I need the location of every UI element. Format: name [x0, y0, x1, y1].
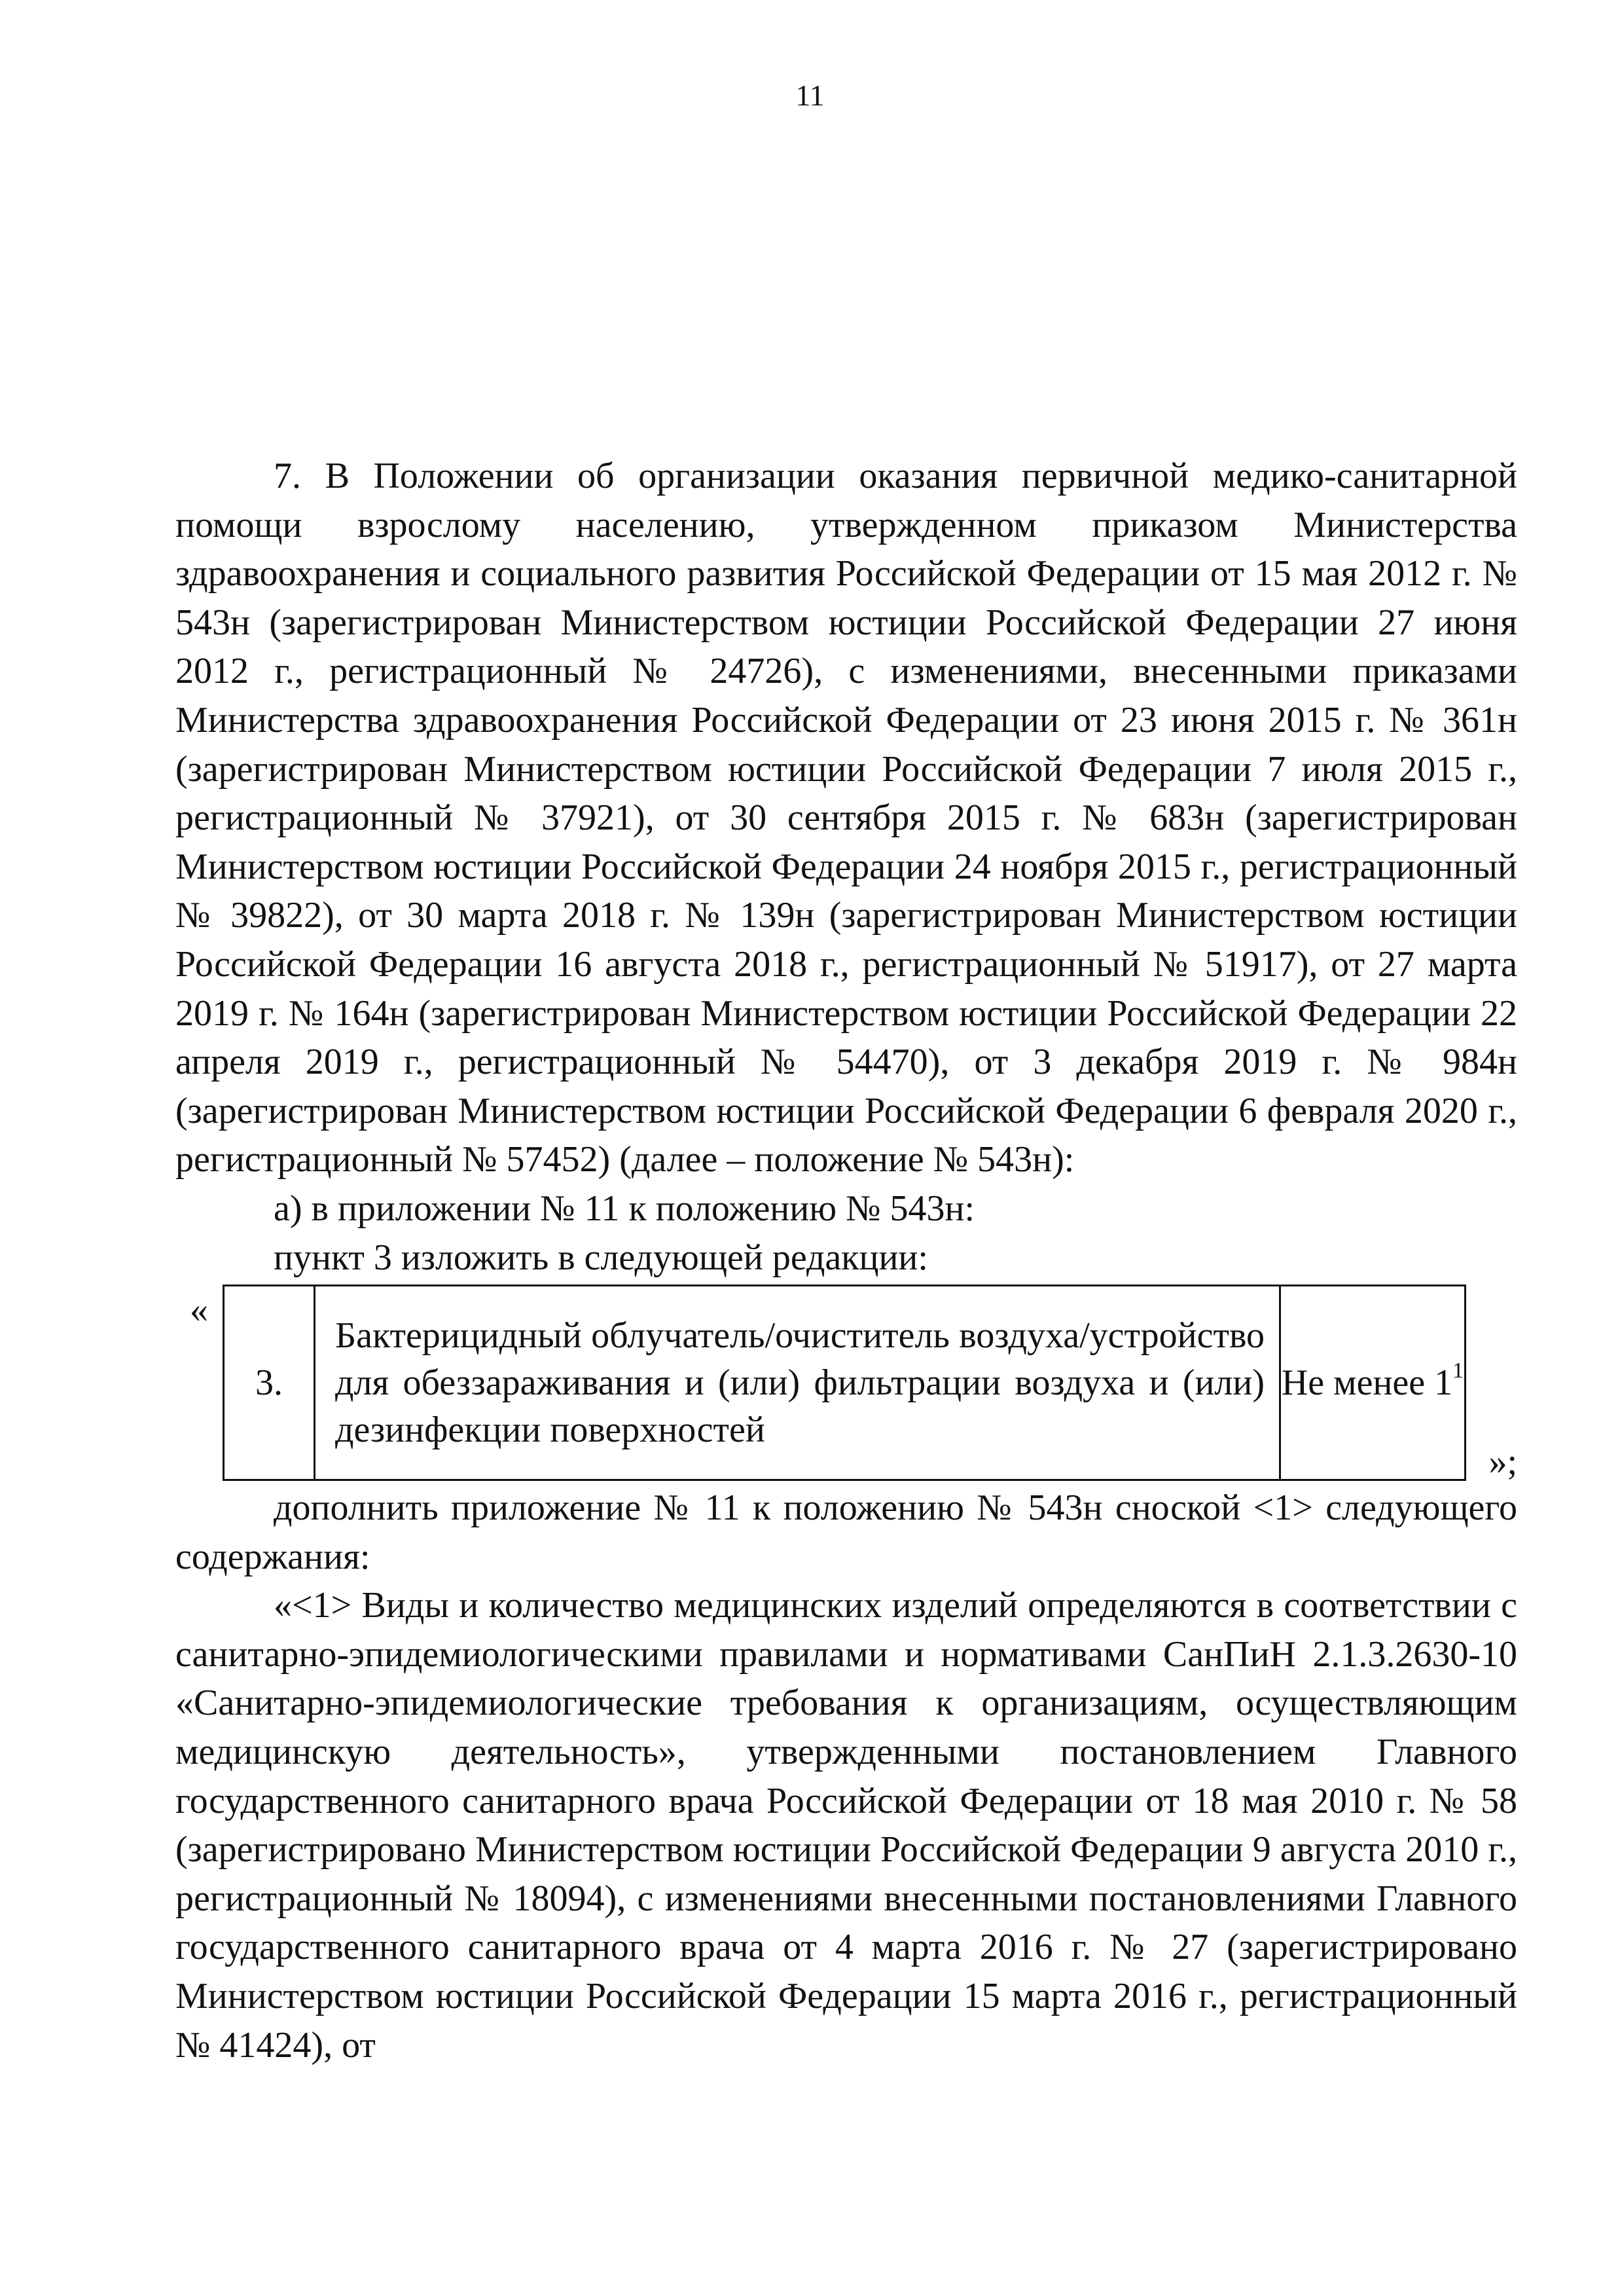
- table-cell-number: 3.: [224, 1286, 315, 1480]
- table-row: [224, 1286, 1466, 1480]
- footnote-mark: 1: [1452, 1358, 1464, 1383]
- amended-item-table-block: [175, 1285, 1517, 1482]
- close-quote: »;: [1488, 1441, 1517, 1482]
- table-cell-description: Бактерицидный облучатель/очиститель воздуха/устройство для обеззараживания и (или) фильтрации воздуха и (или) дезинфекции поверхностей: [315, 1286, 1280, 1480]
- paragraph-footnote-text: «<1> Виды и количество медицинских изделий определяются в соответствии с санитарно-эпидемиологическими правилами и нормативами СанПиН 2.1.3.2630-10 «Санитарно-эпидемиологические требования к организациям, осуществляющим медицинскую деятельность», утвержденными постановлением Главного государственного санитарного врача Российской Федерации от 18 мая 2010 г. № 58 (зарегистрировано Министерством юстиции Российской Федерации 9 августа 2010 г., регистрационный № 18094), с изменениями внесенными постановлениями Главного государственного санитарного врача от 4 марта 2016 г. № 27 (зарегистрировано Министерством юстиции Российской Федерации 15 марта 2016 г., регистрационный № 41424), от: [175, 1585, 1517, 2066]
- table-cell-quantity: [1280, 1286, 1466, 1480]
- paragraph-subitem-a: а) в приложении № 11 к положению № 543н:: [274, 1188, 975, 1229]
- paragraph-footnote-intro: дополнить приложение № 11 к положению № 543н сноской <1> следующего содержания:: [175, 1487, 1517, 1577]
- amended-item-table: [223, 1285, 1466, 1481]
- open-quote: «: [190, 1290, 208, 1331]
- quantity-text: Не менее 1: [1281, 1362, 1453, 1404]
- paragraph-item-3-intro: пункт 3 изложить в следующей редакции:: [274, 1237, 928, 1278]
- page-number: 11: [795, 79, 825, 112]
- document-body: [175, 452, 1517, 2069]
- paragraph-amendment-7: 7. В Положении об организации оказания первичной медико-санитарной помощи взрослому населению, утвержденном приказом Министерства здравоохранения и социального развития Российской Федерации от 15 мая 2012 г. № 543н (зарегистрирован Министерством юстиции Российской Федерации 27 июня 2012 г., регистрационный № 24726), с изменениями, внесенными приказами Министерства здравоохранения Российской Федерации от 23 июня 2015 г. № 361н (зарегистрирован Министерством юстиции Российской Федерации 7 июля 2015 г., регистрационный № 37921), от 30 сентября 2015 г. № 683н (зарегистрирован Министерством юстиции Российской Федерации 24 ноября 2015 г., регистрационный № 39822), от 30 марта 2018 г. № 139н (зарегистрирован Министерством юстиции Российской Федерации 16 августа 2018 г., регистрационный № 51917), от 27 марта 2019 г. № 164н (зарегистрирован Министерством юстиции Российской Федерации 22 апреля 2019 г., регистрационный № 54470), от 3 декабря 2019 г. № 984н (зарегистрирован Министерством юстиции Российской Федерации 6 февраля 2020 г., регистрационный № 57452) (далее – положение № 543н):: [175, 456, 1517, 1180]
